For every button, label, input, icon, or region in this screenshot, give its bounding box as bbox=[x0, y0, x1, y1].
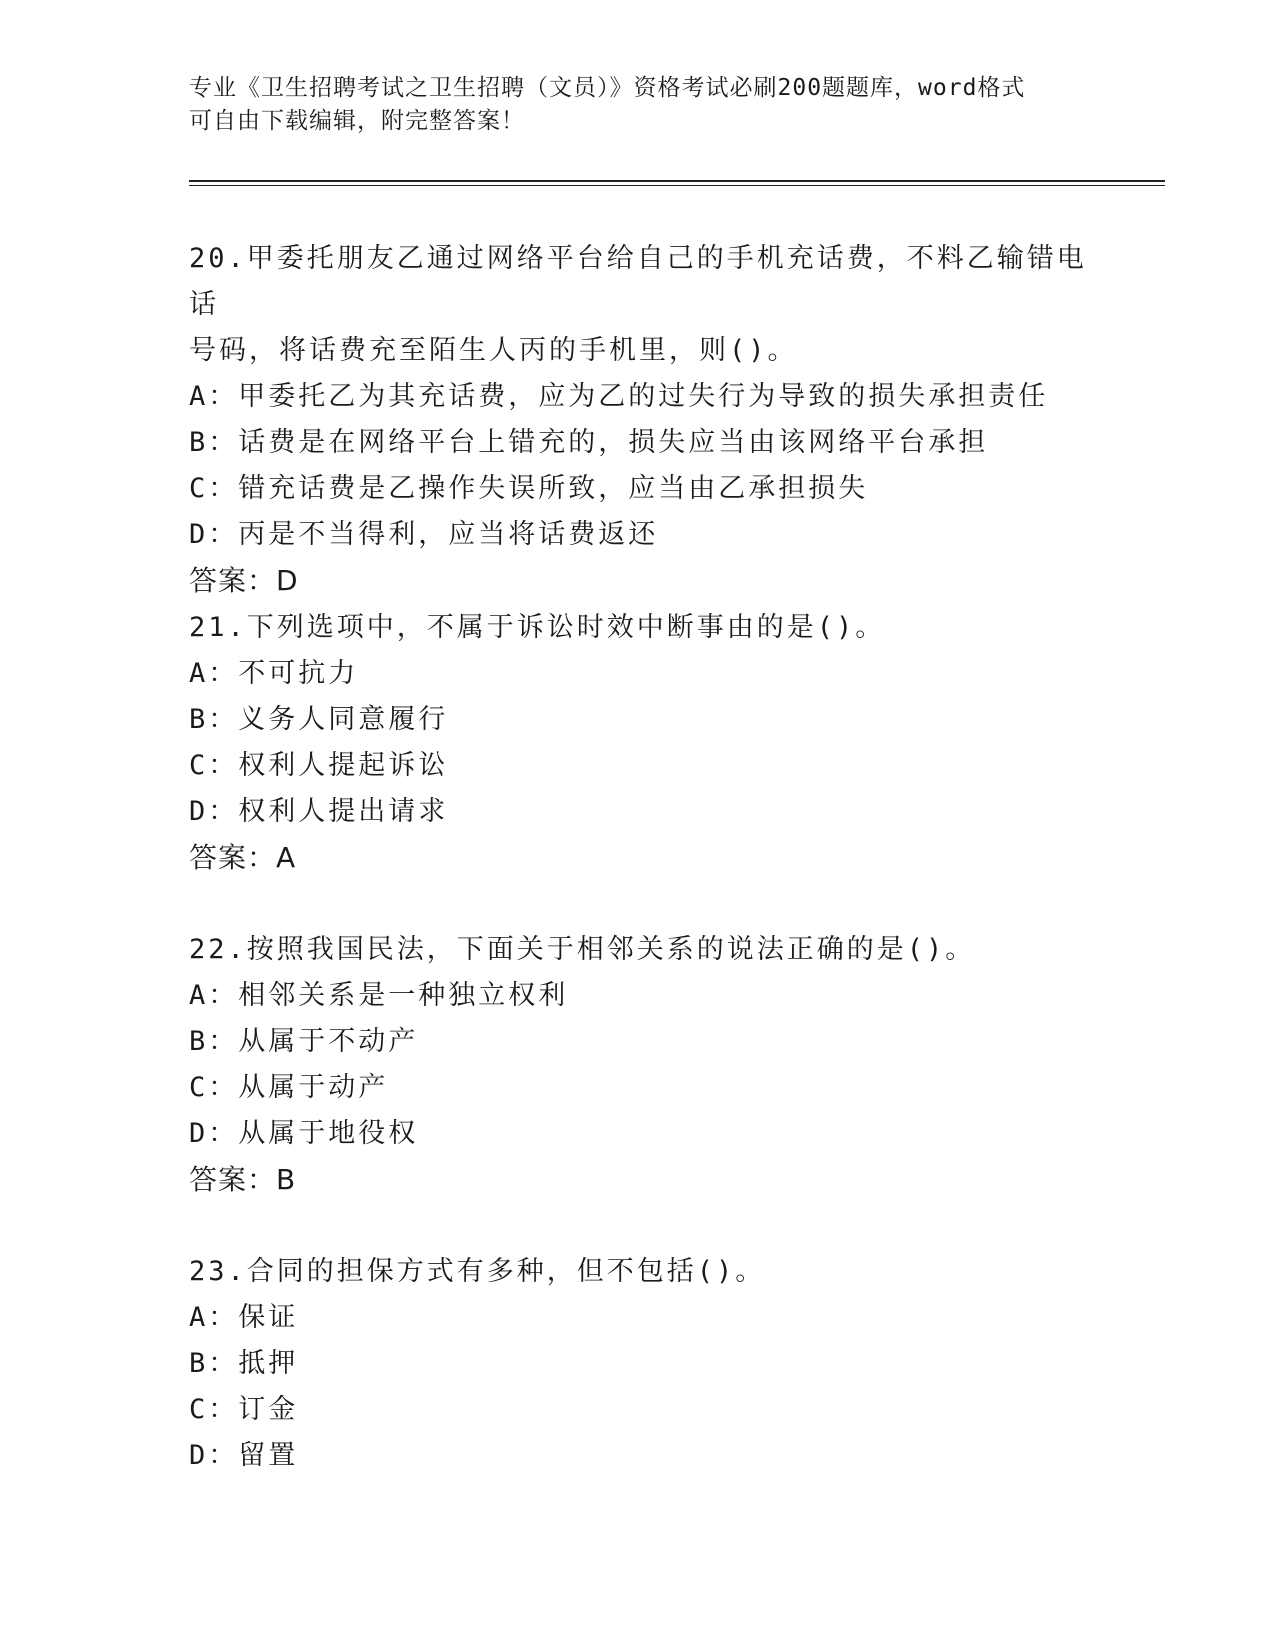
option-b: B：从属于不动产 bbox=[189, 1026, 419, 1057]
question-21 bbox=[189, 605, 1089, 881]
option-a: A：相邻关系是一种独立权利 bbox=[189, 980, 569, 1011]
answer: 答案：D bbox=[189, 564, 299, 597]
option-d: D：从属于地役权 bbox=[189, 1118, 419, 1149]
header-line-2: 可自由下载编辑，附完整答案！ bbox=[189, 108, 525, 134]
option-b: B：话费是在网络平台上错充的，损失应当由该网络平台承担 bbox=[189, 427, 989, 458]
document-header bbox=[189, 72, 1069, 138]
header-divider-top bbox=[189, 180, 1165, 182]
option-b: B：义务人同意履行 bbox=[189, 704, 449, 735]
question-stem-line-1: 21.下列选项中，不属于诉讼时效中断事由的是()。 bbox=[189, 612, 886, 643]
option-c: C：权利人提起诉讼 bbox=[189, 750, 449, 781]
option-c: C：从属于动产 bbox=[189, 1072, 389, 1103]
question-stem-line-2: 号码，将话费充至陌生人丙的手机里，则()。 bbox=[189, 335, 798, 366]
option-b: B：抵押 bbox=[189, 1348, 299, 1379]
question-22 bbox=[189, 927, 1089, 1203]
option-d: D：丙是不当得利，应当将话费返还 bbox=[189, 519, 659, 550]
question-20 bbox=[189, 236, 1089, 604]
question-23 bbox=[189, 1249, 1089, 1479]
option-a: A：保证 bbox=[189, 1302, 299, 1333]
option-c: C：订金 bbox=[189, 1394, 299, 1425]
option-a: A：甲委托乙为其充话费，应为乙的过失行为导致的损失承担责任 bbox=[189, 381, 1049, 412]
question-stem-line-1: 20.甲委托朋友乙通过网络平台给自己的手机充话费，不料乙输错电话 bbox=[189, 243, 1087, 320]
question-stem-line-1: 23.合同的担保方式有多种，但不包括()。 bbox=[189, 1256, 766, 1287]
header-divider-bottom bbox=[189, 185, 1165, 186]
question-stem-line-1: 22.按照我国民法，下面关于相邻关系的说法正确的是()。 bbox=[189, 934, 976, 965]
option-d: D：权利人提出请求 bbox=[189, 796, 449, 827]
answer: 答案：A bbox=[189, 841, 297, 874]
option-c: C：错充话费是乙操作失误所致，应当由乙承担损失 bbox=[189, 473, 869, 504]
option-a: A：不可抗力 bbox=[189, 658, 359, 689]
header-line-1: 专业《卫生招聘考试之卫生招聘（文员）》资格考试必刷200题题库，word格式 bbox=[189, 75, 1026, 101]
answer: 答案：B bbox=[189, 1163, 297, 1196]
option-d: D：留置 bbox=[189, 1440, 299, 1471]
